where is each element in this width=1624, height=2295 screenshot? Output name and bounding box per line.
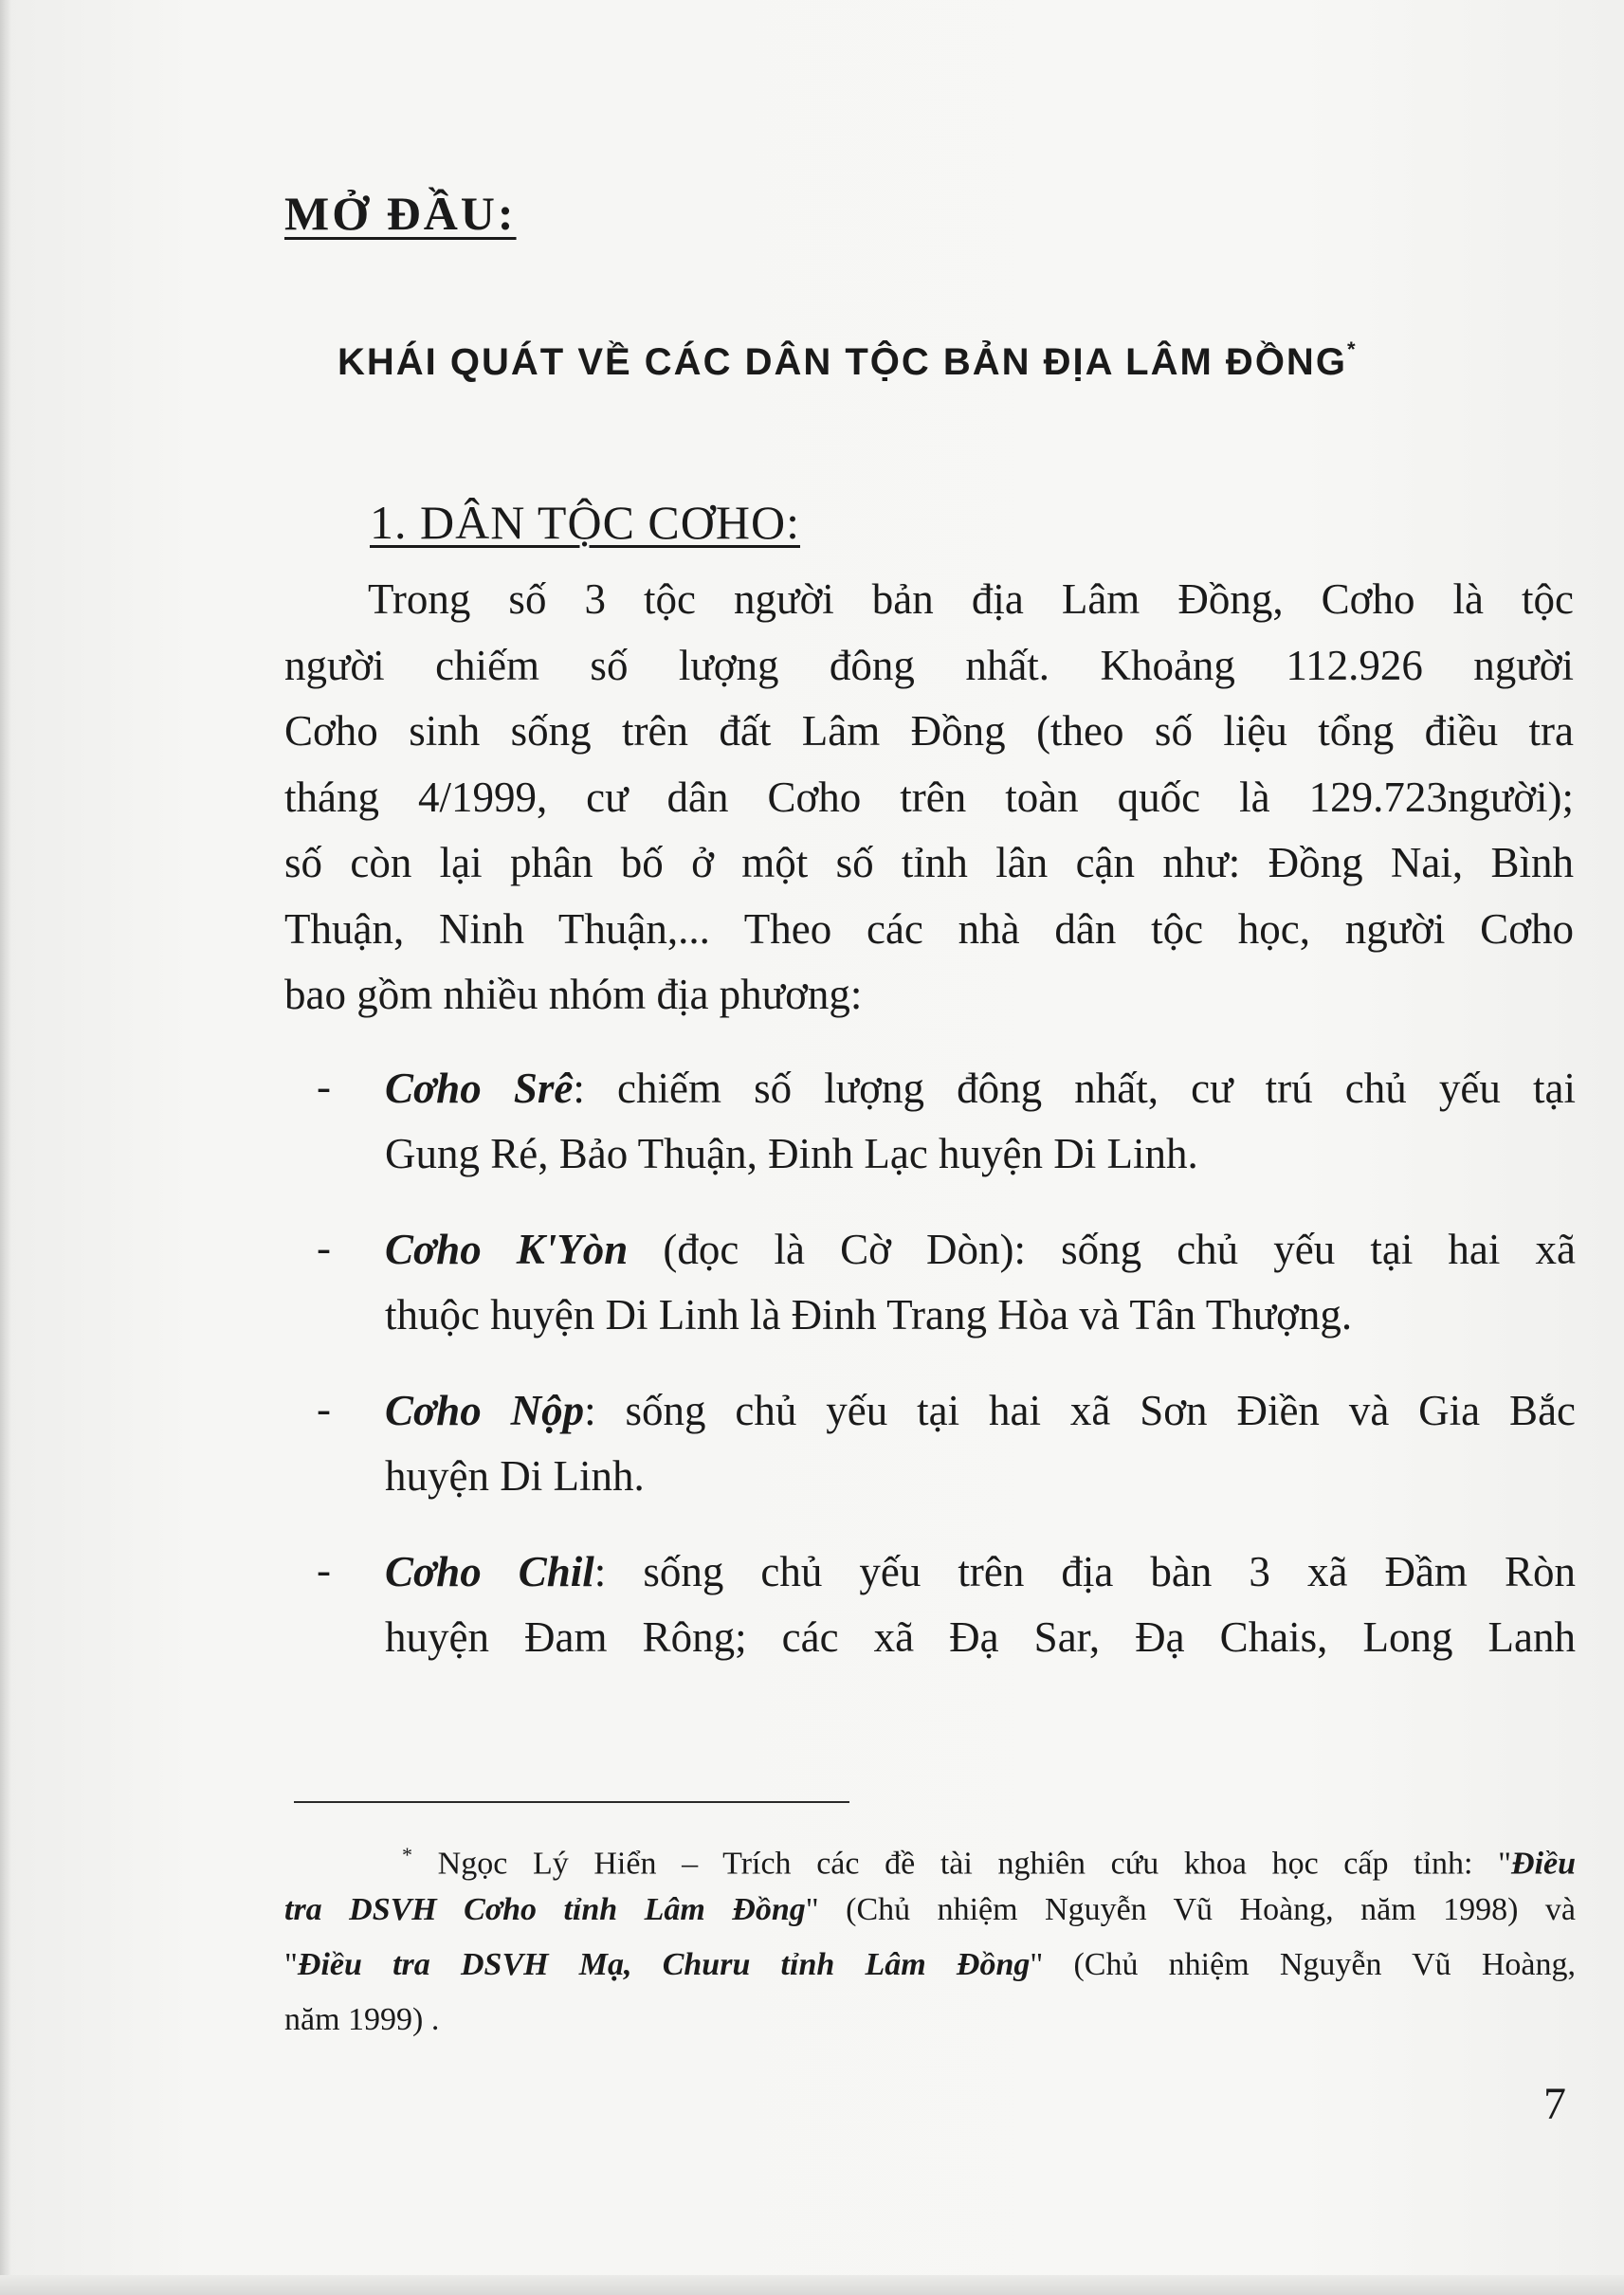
- paragraph-line: bao gồm nhiều nhóm địa phương:: [284, 971, 863, 1018]
- group-description: : chiếm số lượng đông nhất, cư trú chủ yếu tại: [573, 1065, 1576, 1112]
- chapter-title: [338, 337, 1358, 384]
- list-item: [385, 1539, 1576, 1670]
- footnote: [284, 1828, 1576, 2048]
- list-item: [385, 1056, 1576, 1187]
- group-description-cont: huyện Đam Rông; các xã Đạ Sar, Đạ Chais, Long Lanh: [385, 1613, 1576, 1661]
- group-description: : sống chủ yếu tại hai xã Sơn Điền và Gia Bắc: [584, 1387, 1576, 1434]
- paragraph-line: tháng 4/1999, cư dân Cơho trên toàn quốc là 129.723người);: [284, 773, 1574, 821]
- footnote-mark: *: [402, 1843, 412, 1867]
- footnote-text: ": [284, 1947, 298, 1982]
- paragraph-line: số còn lại phân bố ở một số tỉnh lân cận như: Đồng Nai, Bình: [284, 839, 1574, 886]
- group-description: (đọc là Cờ Dòn): sống chủ yếu tại hai xã: [628, 1226, 1576, 1273]
- scan-bottom-edge: [0, 2275, 1624, 2295]
- title-footnote-mark: *: [1346, 337, 1358, 361]
- footnote-text: " (Chủ nhiệm Nguyễn Vũ Hoàng,: [1030, 1947, 1576, 1982]
- intro-paragraph: [284, 567, 1574, 1029]
- footnote-title-italic: Điều: [1511, 1846, 1576, 1882]
- group-description: : sống chủ yếu trên địa bàn 3 xã Đầm Ròn: [593, 1548, 1576, 1595]
- chapter-title-text: KHÁI QUÁT VỀ CÁC DÂN TỘC BẢN ĐỊA LÂM ĐỒNG: [338, 341, 1347, 383]
- group-name: Cơho K'Yòn: [385, 1226, 629, 1273]
- footnote-title-italic: Điều tra DSVH Mạ, Churu tỉnh Lâm Đồng: [297, 1947, 1031, 1982]
- group-description-cont: Gung Ré, Bảo Thuận, Đinh Lạc huyện Di Linh.: [385, 1130, 1198, 1177]
- footnote-divider: [294, 1801, 849, 1803]
- group-name: Cơho Srê: [385, 1065, 574, 1112]
- group-name: Cơho Chil: [385, 1548, 594, 1595]
- paragraph-line: Trong số 3 tộc người bản địa Lâm Đồng, Cơho là tộc: [368, 575, 1574, 623]
- list-bullet: -: [317, 1385, 331, 1432]
- paragraph-line: Thuận, Ninh Thuận,... Theo các nhà dân tộc học, người Cơho: [284, 904, 1574, 953]
- list-bullet: -: [317, 1063, 331, 1110]
- footnote-title-italic: tra DSVH Cơho tỉnh Lâm Đồng: [284, 1892, 806, 1927]
- list-bullet: -: [317, 1224, 331, 1271]
- group-name: Cơho Nộp: [385, 1387, 585, 1434]
- list-bullet: -: [317, 1546, 331, 1594]
- list-item: [385, 1217, 1576, 1348]
- footnote-text: Ngọc Lý Hiển – Trích các đề tài nghiên cứu khoa học cấp tỉnh: ": [437, 1846, 1512, 1882]
- group-description-cont: huyện Di Linh.: [385, 1452, 645, 1500]
- section-heading: MỞ ĐẦU:: [284, 187, 517, 240]
- list-item: [385, 1378, 1576, 1509]
- page-number: 7: [1543, 2079, 1566, 2129]
- group-description-cont: thuộc huyện Di Linh là Đinh Trang Hòa và Tân Thượng.: [385, 1291, 1353, 1339]
- paragraph-line: Cơho sinh sống trên đất Lâm Đồng (theo số liệu tổng điều tra: [284, 707, 1574, 755]
- footnote-text: năm 1999) .: [284, 2002, 440, 2037]
- subsection-heading: 1. DÂN TỘC CƠHO:: [370, 496, 800, 549]
- paragraph-line: người chiếm số lượng đông nhất. Khoảng 112.926 người: [284, 641, 1574, 689]
- page-edge-shadow: [0, 0, 11, 2295]
- footnote-text: " (Chủ nhiệm Nguyễn Vũ Hoàng, năm 1998) và: [805, 1892, 1576, 1927]
